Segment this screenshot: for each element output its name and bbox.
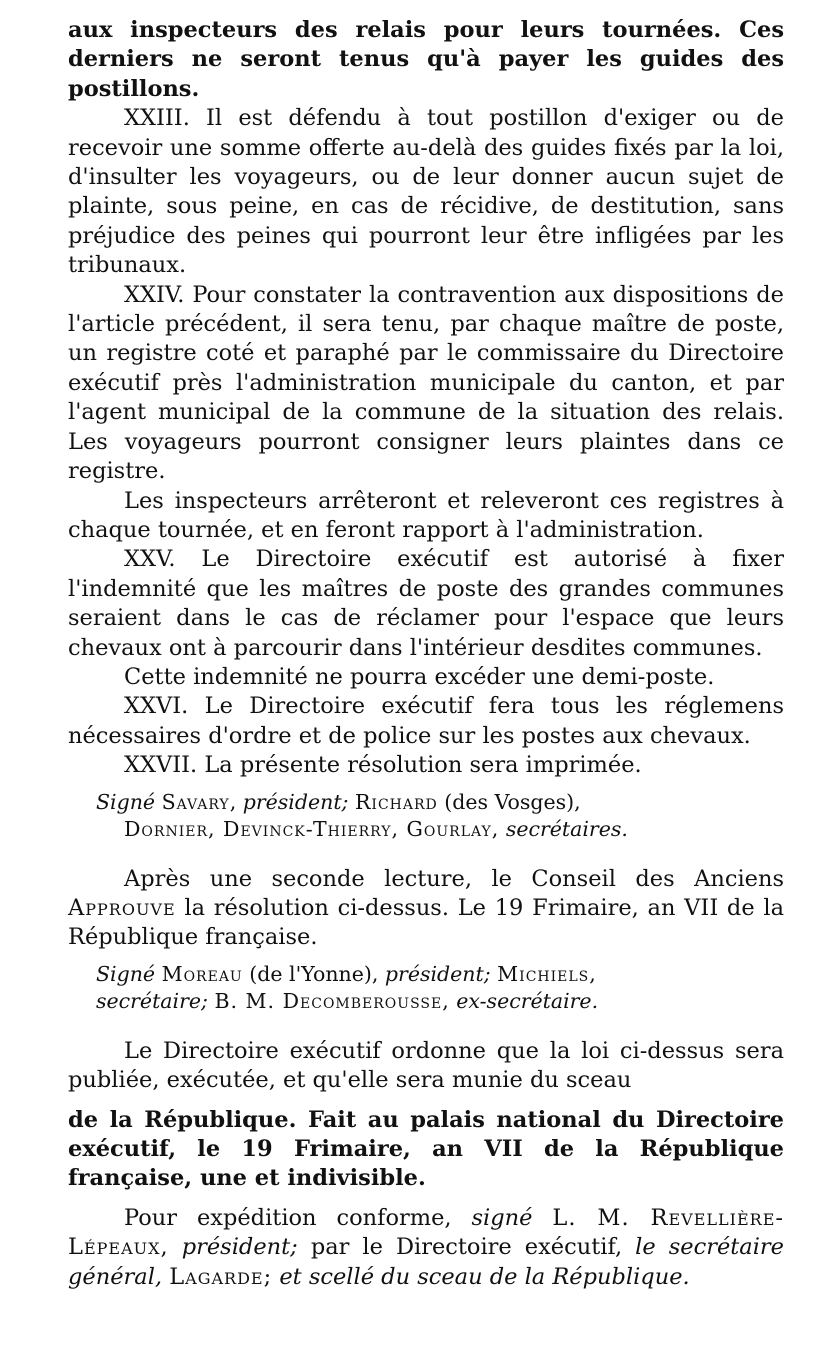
paragraph-expedition-conforme [68,1204,784,1292]
signe-label: Signé [96,789,156,814]
signature-block-cinq-cents [96,789,784,843]
scelle-text: et scellé du sceau de la République. [279,1263,690,1290]
signatory-revelliere: L. M. Revellière-Lépeaux, [68,1204,784,1261]
signe-label-2: Signé [96,961,156,986]
signe-label-3: signé [471,1204,533,1231]
paragraph-article-xxvi: XXVI. Le Directoire exécutif fera tous les réglemens nécessaires d'ordre et de police sur les postes aux chevaux. [68,693,784,749]
signatory-savary: Savary [161,789,230,814]
paragraph-article-xxiv: XXIV. Pour constater la contravention aux dispositions de l'article précédent, il sera tenu, par chaque maître de poste, un registre coté et paraphé par le commissaire du Directoire exécutif près l'administration municipale du canton, et par l'agent municipal de la commune de la situation des relais. Les voyageurs pourront consigner leurs plaintes dans ce registre. [68,281,784,485]
role-ex-secretaire: ex-secrétaire. [456,988,599,1013]
signatories-secretaires: Dornier, Devinck-Thierry, Gourlay, [124,816,500,841]
paragraph-article-xxiii: XXIII. Il est défendu à tout postillon d'exiger ou de recevoir une somme offerte au-delà des guides fixés par la loi, d'insulter les voyageurs, ou de leur donner aucun sujet de plainte, sous peine, en cas de récidive, de destitution, sans préjudice des peines qui pourront leur être infligées par les tribunaux. [68,105,784,279]
signature-line-1: Signé Savary, président; Richard (des Vosges), [96,789,581,814]
anciens-intro: Après une seconde lecture, le Conseil des Anciens [124,865,784,892]
spacer-2 [68,1194,784,1204]
paragraph-article-xxvii: XXVII. La présente résolution sera imprimée. [124,752,642,779]
approuve-word: Approuve [68,894,176,921]
paragraph-inspecteurs: Les inspecteurs arrêteront et releveront ces registres à chaque tournée, et en feront rapport à l'administration. [68,487,784,543]
anciens-rest: la résolution ci-dessus. Le 19 Frimaire, an VII de la République française. [68,894,784,951]
expedition-intro: Pour expédition conforme, [124,1204,452,1231]
signature-line-2 [124,816,784,843]
paragraph-article-xxii-end: aux inspecteurs des relais pour leurs tournées. Ces derniers ne seront tenus qu'à payer les guides des postillons. [68,17,784,102]
signatory-michiels: Michiels, [497,961,597,986]
signatory-moreau-origin: (de l'Yonne), [249,961,379,986]
role-president: président; [242,789,349,814]
role-secretaire: secrétaire; [96,988,208,1013]
signatory-decomberousse: B. M. Decomberousse, [214,988,450,1013]
signatory-richard: Richard [355,789,438,814]
spacer [68,1096,784,1106]
signature-block-anciens [96,961,784,1015]
paragraph-indemnite: Cette indemnité ne pourra excéder une demi-poste. [124,663,715,690]
signatory-moreau: Moreau [161,961,243,986]
role-secretaires: secrétaires. [505,816,628,841]
expedition-directoire: par le Directoire exécutif, [310,1234,623,1261]
role-secretaire-general: le secrétaire général, [68,1234,784,1290]
signature-line-4 [96,988,784,1015]
signatory-lagarde: Lagarde; [169,1263,273,1290]
paragraph-conseil-anciens [68,865,784,953]
signature-line-3 [96,961,784,988]
role-president-2: président; [384,961,491,986]
signatory-richard-origin: (des Vosges), [444,789,581,814]
role-president-3: président; [181,1234,298,1261]
paragraph-fait-au-palais: de la République. Fait au palais national du Directoire exécutif, le 19 Frimaire, an VII de la République française, une et indivisible. [68,1106,784,1192]
paragraph-article-xxv: XXV. Le Directoire exécutif est autorisé à fixer l'indemnité que les maîtres de poste des grandes communes seraient dans le cas de réclamer pour l'espace que leurs chevaux ont à parcourir dans l'intérieur desdites communes. [68,546,784,661]
paragraph-directoire-ordonne: Le Directoire exécutif ordonne que la loi ci-dessus sera publiée, exécutée, et qu'elle sera munie du sceau [68,1037,784,1094]
